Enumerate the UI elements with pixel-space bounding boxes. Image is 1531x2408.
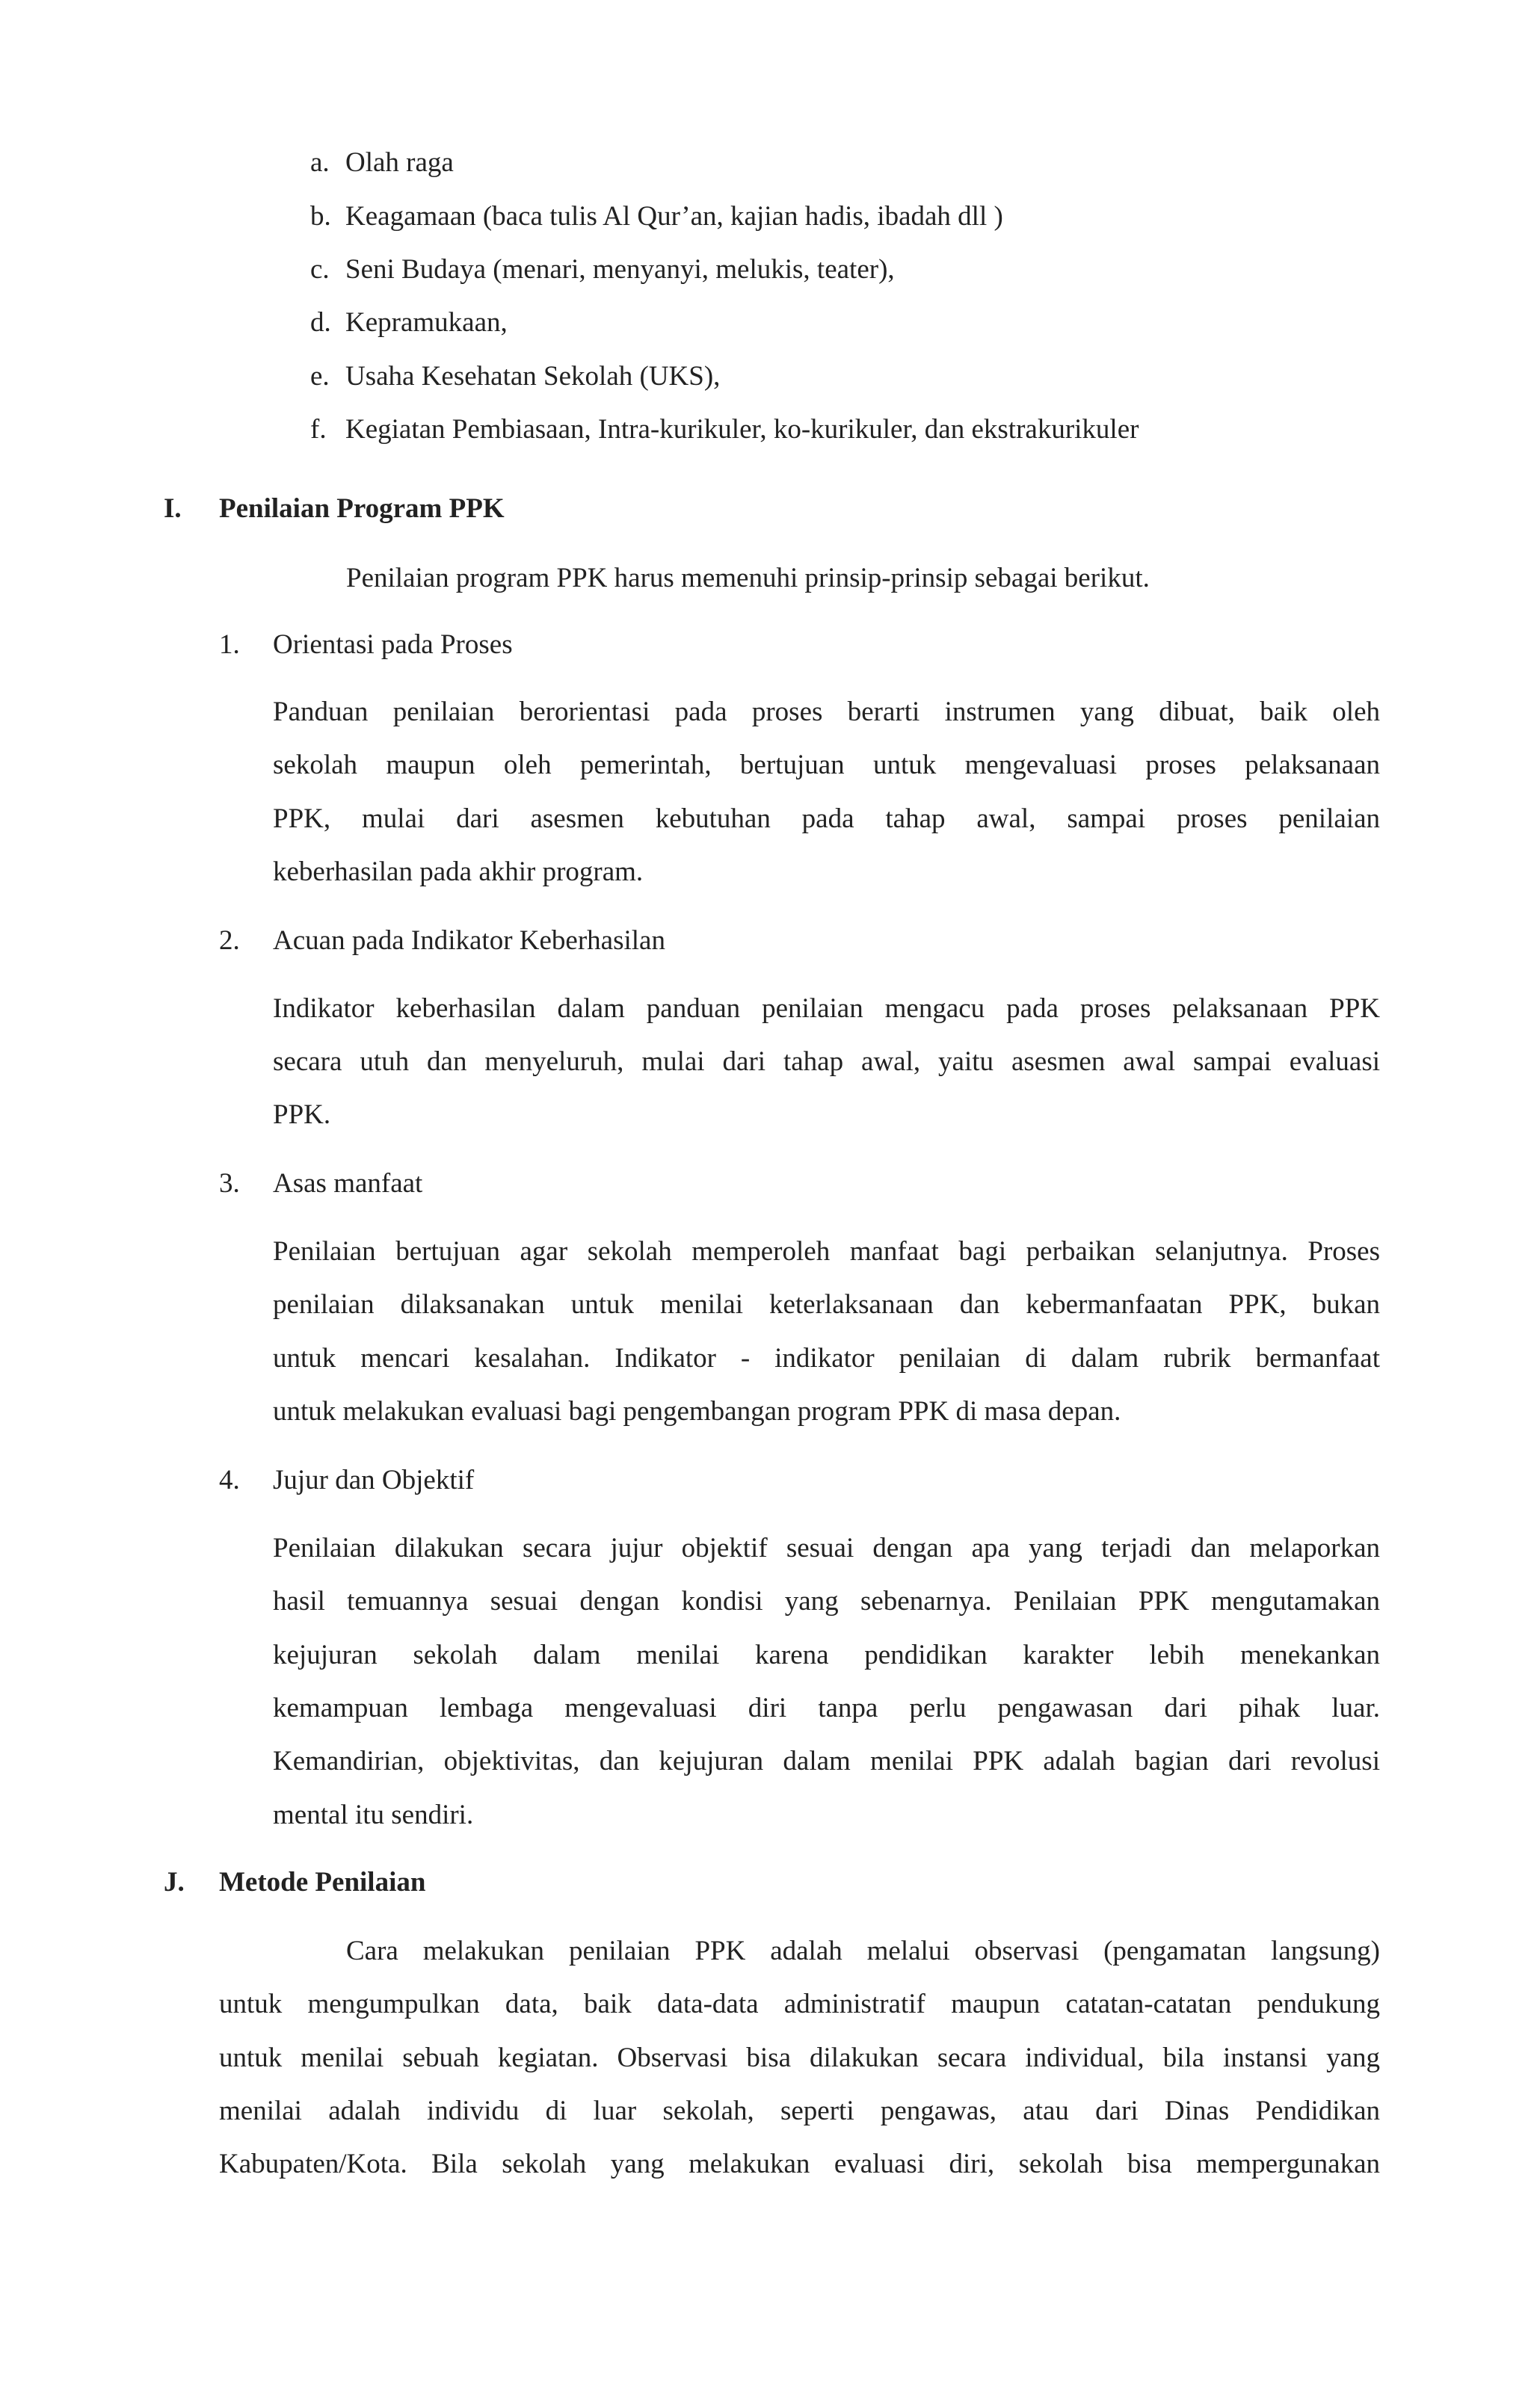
paragraph-line: menilai adalah individu di luar sekolah, seperti pengawas, atau dari Dinas Pendidikan (219, 2096, 1380, 2126)
item-heading: Orientasi pada Proses (273, 629, 513, 660)
paragraph-line: Penilaian bertujuan agar sekolah memperoleh manfaat bagi perbaikan selanjutnya. Proses (273, 1236, 1380, 1267)
item-heading: Acuan pada Indikator Keberhasilan (273, 925, 665, 956)
list-marker: d. (310, 307, 331, 338)
section-i-intro: Penilaian program PPK harus memenuhi prinsip-prinsip sebagai berikut. (346, 563, 1150, 593)
paragraph-line: mental itu sendiri. (273, 1800, 474, 1830)
paragraph-line: Kemandirian, objektivitas, dan kejujuran dalam menilai PPK adalah bagian dari revolusi (273, 1746, 1380, 1776)
paragraph-line: untuk melakukan evaluasi bagi pengembangan program PPK di masa depan. (273, 1396, 1121, 1427)
section-i-marker: I. (164, 493, 182, 524)
list-item: Seni Budaya (menari, menyanyi, melukis, teater), (345, 254, 895, 285)
section-j-marker: J. (164, 1867, 185, 1898)
list-marker: c. (310, 254, 330, 285)
paragraph-line: Panduan penilaian berorientasi pada proses berarti instrumen yang dibuat, baik oleh (273, 697, 1380, 727)
list-item: Kegiatan Pembiasaan, Intra-kurikuler, ko-kurikuler, dan ekstrakurikuler (345, 414, 1139, 445)
paragraph-line: secara utuh dan menyeluruh, mulai dari tahap awal, yaitu asesmen awal sampai evaluasi (273, 1046, 1380, 1077)
list-marker: f. (310, 414, 327, 445)
paragraph-line: untuk mencari kesalahan. Indikator - indikator penilaian di dalam rubrik bermanfaat (273, 1343, 1380, 1374)
section-i-title: Penilaian Program PPK (219, 493, 505, 524)
paragraph-line: hasil temuannya sesuai dengan kondisi yang sebenarnya. Penilaian PPK mengutamakan (273, 1586, 1380, 1617)
list-item: Olah raga (345, 147, 454, 178)
paragraph-line: sekolah maupun oleh pemerintah, bertujuan untuk mengevaluasi proses pelaksanaan (273, 750, 1380, 780)
item-heading: Jujur dan Objektif (273, 1465, 475, 1495)
paragraph-line: kemampuan lembaga mengevaluasi diri tanpa perlu pengawasan dari pihak luar. (273, 1693, 1380, 1723)
item-number: 4. (219, 1465, 240, 1495)
item-number: 3. (219, 1168, 240, 1199)
item-number: 2. (219, 925, 240, 956)
section-j-title: Metode Penilaian (219, 1867, 426, 1898)
paragraph-line: penilaian dilaksanakan untuk menilai keterlaksanaan dan kebermanfaatan PPK, bukan (273, 1289, 1380, 1320)
paragraph-line: Kabupaten/Kota. Bila sekolah yang melakukan evaluasi diri, sekolah bisa mempergunakan (219, 2149, 1380, 2179)
list-item: Keagamaan (baca tulis Al Qur’an, kajian hadis, ibadah dll ) (345, 201, 1003, 232)
list-marker: a. (310, 147, 330, 178)
paragraph-line: Cara melakukan penilaian PPK adalah melalui observasi (pengamatan langsung) (346, 1936, 1380, 1966)
paragraph-line: PPK, mulai dari asesmen kebutuhan pada tahap awal, sampai proses penilaian (273, 803, 1380, 834)
paragraph-line: untuk menilai sebuah kegiatan. Observasi bisa dilakukan secara individual, bila instansi yang (219, 2043, 1380, 2073)
item-heading: Asas manfaat (273, 1168, 423, 1199)
list-item: Usaha Kesehatan Sekolah (UKS), (345, 361, 721, 392)
list-item: Kepramukaan, (345, 307, 508, 338)
item-number: 1. (219, 629, 240, 660)
paragraph-line: Penilaian dilakukan secara jujur objektif sesuai dengan apa yang terjadi dan melaporkan (273, 1533, 1380, 1563)
list-marker: b. (310, 201, 331, 232)
paragraph-line: Indikator keberhasilan dalam panduan penilaian mengacu pada proses pelaksanaan PPK (273, 993, 1380, 1024)
paragraph-line: PPK. (273, 1099, 331, 1130)
paragraph-line: untuk mengumpulkan data, baik data-data administratif maupun catatan-catatan pendukung (219, 1989, 1380, 2019)
paragraph-line: keberhasilan pada akhir program. (273, 856, 644, 887)
list-marker: e. (310, 361, 330, 392)
paragraph-line: kejujuran sekolah dalam menilai karena pendidikan karakter lebih menekankan (273, 1640, 1380, 1670)
